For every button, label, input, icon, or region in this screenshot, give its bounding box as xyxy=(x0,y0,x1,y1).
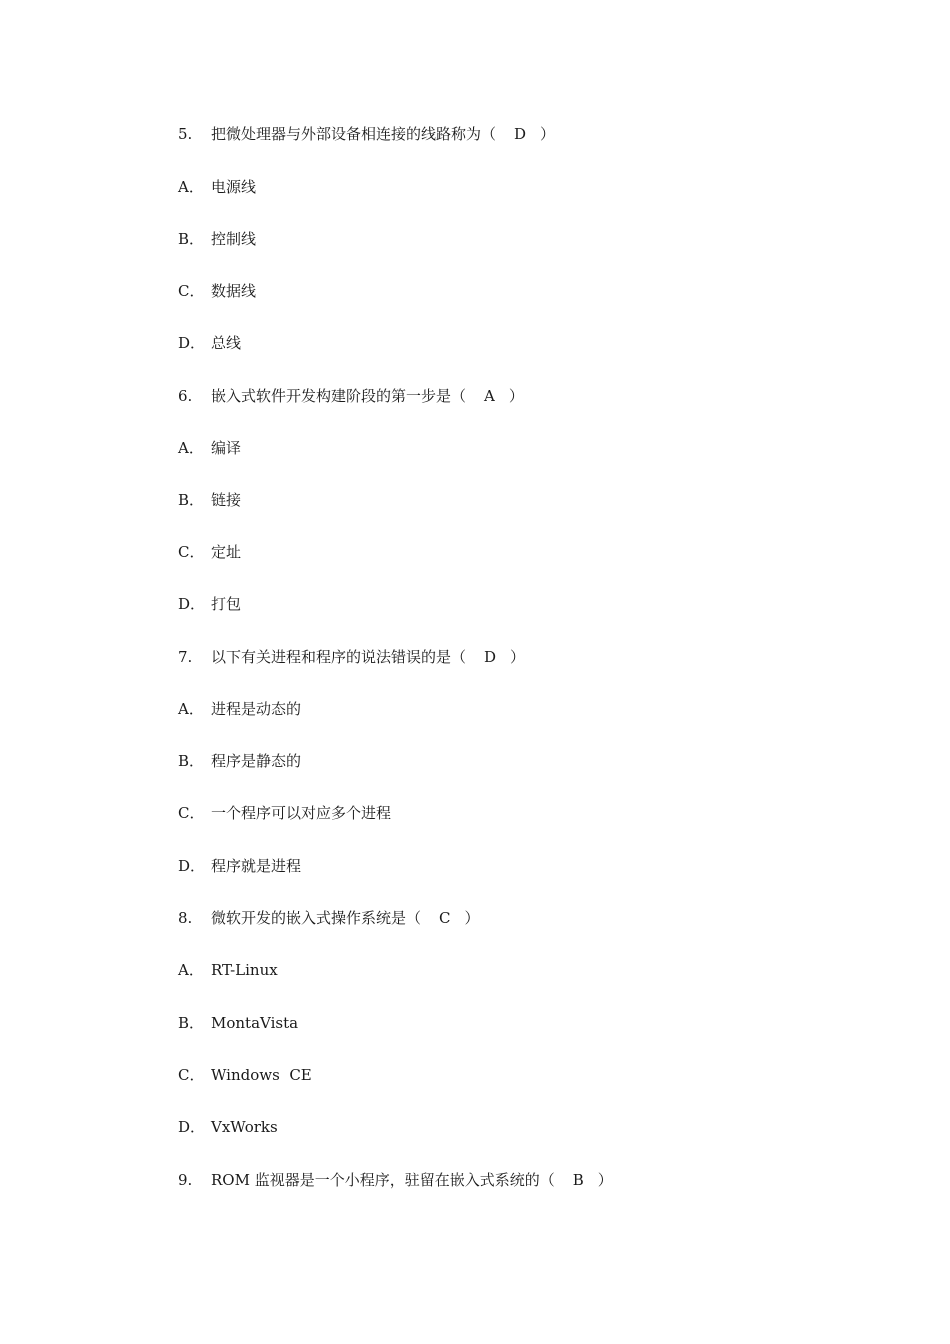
option-label: B． xyxy=(178,1014,205,1032)
option-label: B． xyxy=(178,230,205,248)
option-label: C． xyxy=(178,282,205,300)
option-text: 编译 xyxy=(211,439,242,457)
option-a xyxy=(178,175,256,199)
answer-letter: C xyxy=(439,909,451,927)
option-c xyxy=(178,279,256,303)
question-number: 9. xyxy=(178,1171,193,1189)
option-c xyxy=(178,801,391,825)
question-9 xyxy=(178,1168,613,1192)
question-number: 5. xyxy=(178,125,193,143)
option-label: B． xyxy=(178,491,205,509)
option-label: A． xyxy=(178,439,204,457)
option-d xyxy=(178,331,241,355)
question-stem: 把微处理器与外部设备相连接的线路称为（ xyxy=(211,125,497,143)
option-text: 程序是静态的 xyxy=(211,752,302,770)
option-label: C． xyxy=(178,804,205,822)
question-number: 7. xyxy=(178,648,193,666)
answer-letter: D xyxy=(514,125,527,143)
question-stem: 嵌入式软件开发构建阶段的第一步是（ xyxy=(211,387,467,405)
option-label: A． xyxy=(178,961,204,979)
question-6 xyxy=(178,384,524,408)
closing-paren: ） xyxy=(540,125,556,143)
closing-paren: ） xyxy=(508,387,524,405)
question-number: 8. xyxy=(178,909,193,927)
option-c xyxy=(178,1063,312,1087)
option-c xyxy=(178,540,241,564)
question-number: 6. xyxy=(178,387,193,405)
closing-paren: ） xyxy=(597,1171,613,1189)
option-label: B． xyxy=(178,752,205,770)
option-a xyxy=(178,697,301,721)
option-d xyxy=(178,592,241,616)
option-label: D． xyxy=(178,595,206,613)
option-label: D． xyxy=(178,857,206,875)
option-b xyxy=(178,749,301,773)
answer-letter: D xyxy=(484,648,497,666)
question-8 xyxy=(178,906,480,930)
option-a xyxy=(178,958,278,982)
option-text: 链接 xyxy=(211,491,242,509)
option-text: 程序就是进程 xyxy=(211,857,302,875)
option-text: 一个程序可以对应多个进程 xyxy=(211,804,392,822)
option-a xyxy=(178,436,241,460)
option-b xyxy=(178,488,241,512)
option-d xyxy=(178,1115,278,1139)
option-text: 打包 xyxy=(211,595,242,613)
answer-letter: B xyxy=(572,1171,584,1189)
option-text: VxWorks xyxy=(211,1118,278,1136)
option-text: RT-Linux xyxy=(211,961,278,979)
option-text: 数据线 xyxy=(211,282,257,300)
option-label: A． xyxy=(178,178,204,196)
option-b xyxy=(178,1011,298,1035)
option-label: A． xyxy=(178,700,204,718)
question-7 xyxy=(178,645,525,669)
question-stem: 微软开发的嵌入式操作系统是（ xyxy=(211,909,422,927)
option-text: 定址 xyxy=(211,543,242,561)
option-label: D． xyxy=(178,334,206,352)
question-5 xyxy=(178,122,555,146)
option-text: 控制线 xyxy=(211,230,257,248)
question-stem: 以下有关进程和程序的说法错误的是（ xyxy=(211,648,467,666)
closing-paren: ） xyxy=(464,909,480,927)
option-text: 总线 xyxy=(211,334,242,352)
answer-letter: A xyxy=(484,387,495,405)
option-label: D． xyxy=(178,1118,206,1136)
option-text: Windows CE xyxy=(211,1066,312,1084)
option-b xyxy=(178,227,256,251)
question-stem: ROM 监视器是一个小程序，驻留在嵌入式系统的（ xyxy=(211,1171,555,1189)
option-text: MontaVista xyxy=(211,1014,299,1032)
closing-paren: ） xyxy=(510,648,526,666)
option-label: C． xyxy=(178,543,205,561)
option-text: 进程是动态的 xyxy=(211,700,302,718)
option-text: 电源线 xyxy=(211,178,257,196)
option-label: C． xyxy=(178,1066,205,1084)
option-d xyxy=(178,854,301,878)
